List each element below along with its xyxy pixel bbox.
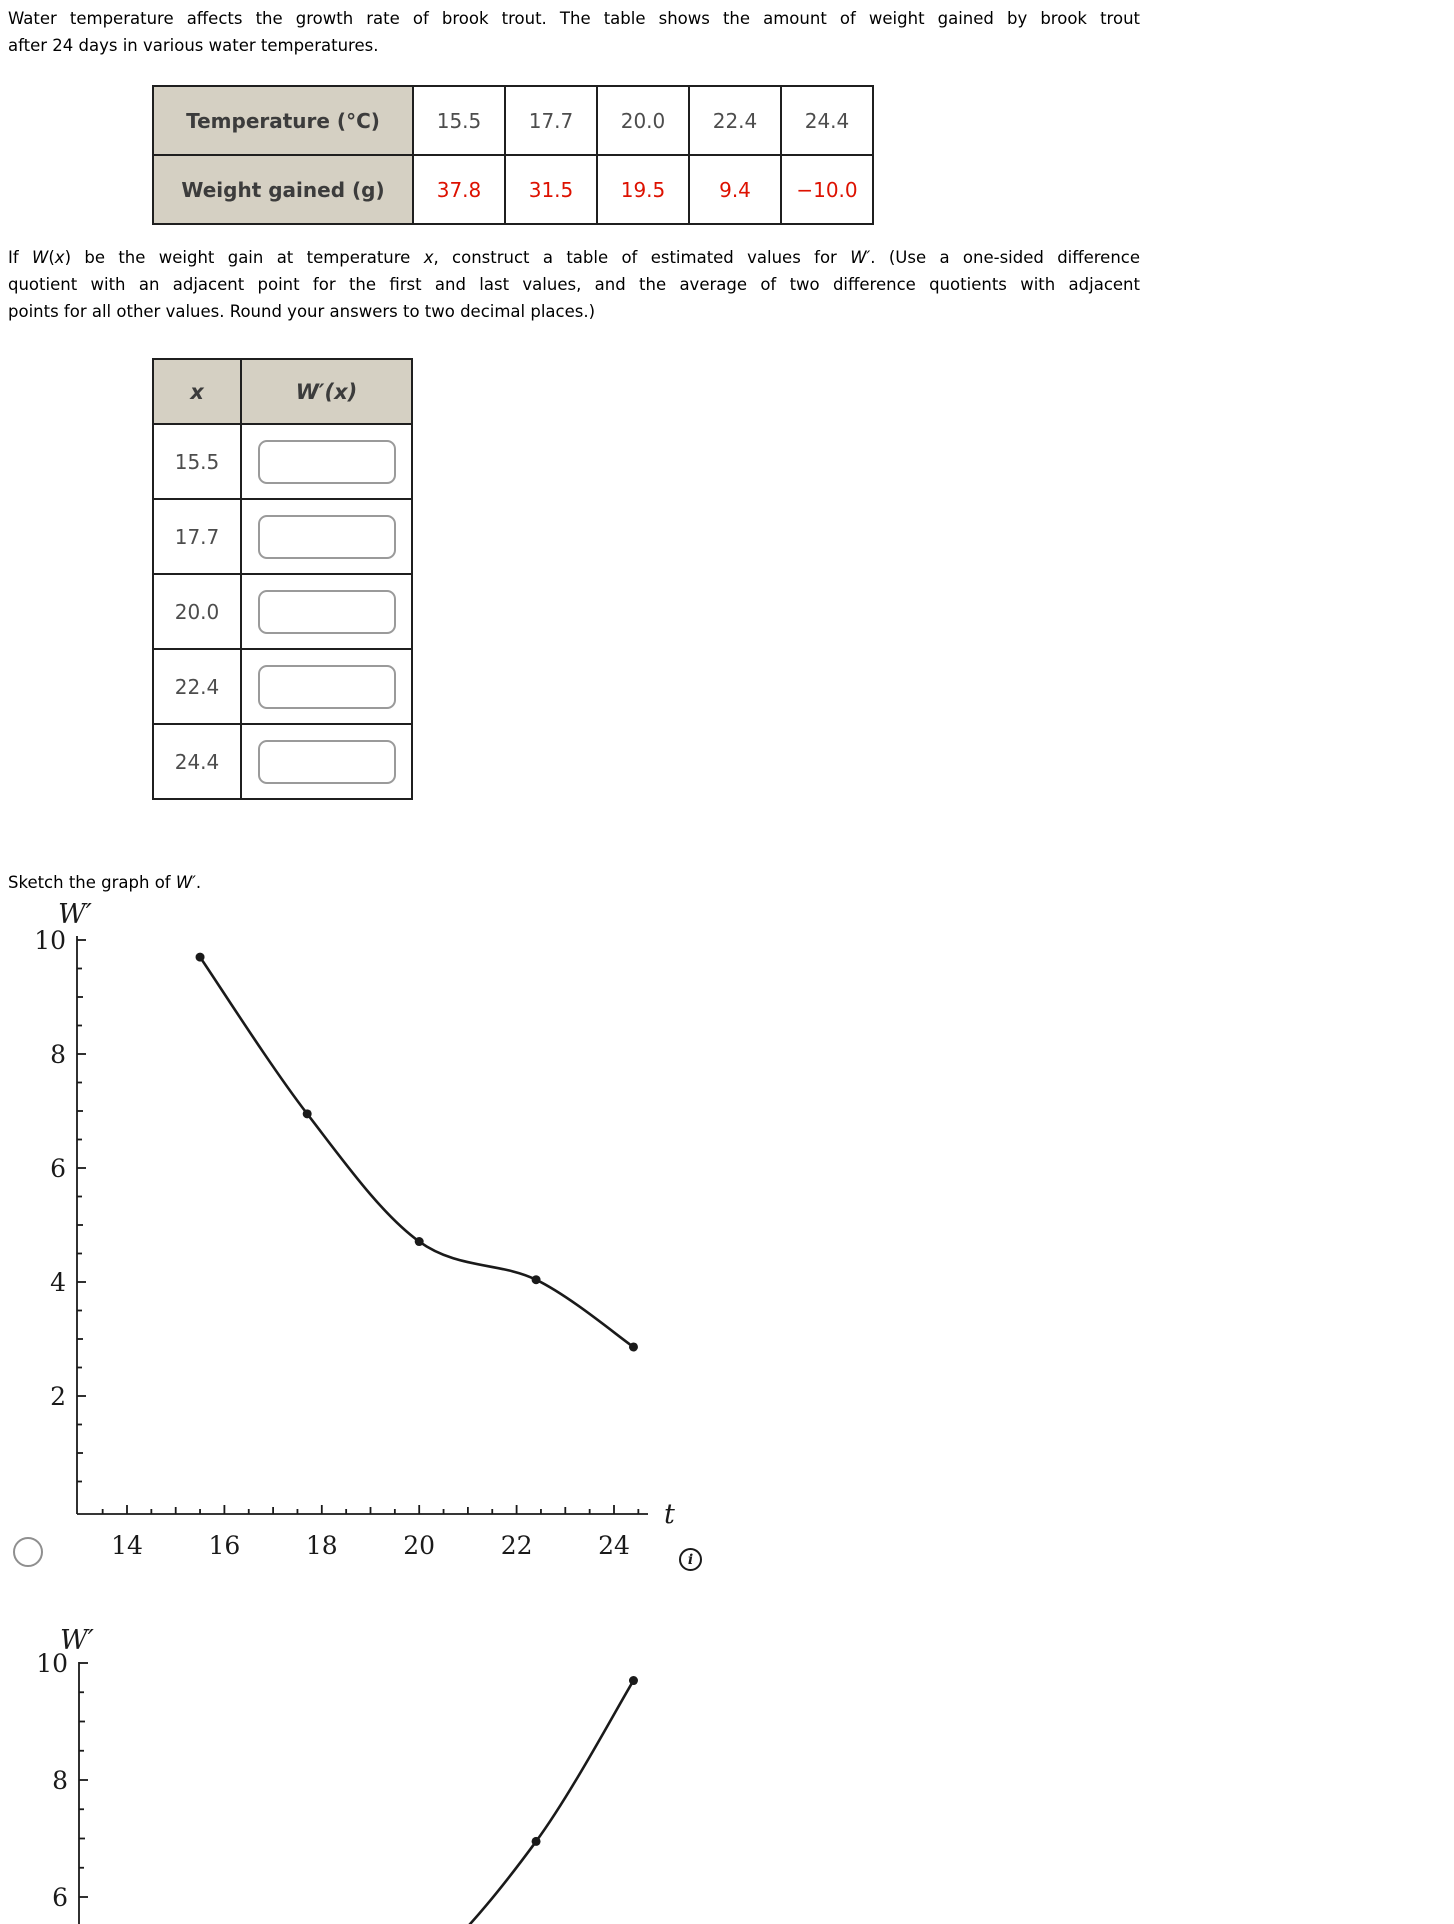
instruction-text: ) be the weight gain at temperature [64, 248, 424, 267]
x-value-cell: 15.5 [153, 424, 241, 499]
wprime-input-17-7[interactable] [258, 515, 396, 559]
instruction-math: x [423, 248, 434, 267]
svg-text:10: 10 [36, 1649, 68, 1678]
info-icon[interactable] [679, 1548, 702, 1571]
weight-value: 9.4 [689, 155, 781, 224]
svg-text:22: 22 [500, 1531, 533, 1560]
svg-text:20: 20 [403, 1531, 436, 1560]
sketch-instruction [8, 869, 1140, 896]
weight-row [153, 155, 873, 224]
wprime-input-20-0[interactable] [258, 590, 396, 634]
svg-text:18: 18 [305, 1531, 338, 1560]
input-cell [241, 499, 412, 574]
weight-value: −10.0 [781, 155, 873, 224]
instruction-line-3 [8, 298, 1140, 325]
svg-text:2: 2 [50, 1382, 66, 1411]
instruction-text: , construct a table of estimated values for [433, 248, 851, 267]
temperature-value: 24.4 [781, 86, 873, 155]
svg-text:t: t [664, 1499, 675, 1530]
wprime-input-24-4[interactable] [258, 740, 396, 784]
x-value-cell: 24.4 [153, 724, 241, 799]
intro-line-2 [8, 32, 1140, 59]
input-cell [241, 424, 412, 499]
sketch-instruction-line [8, 869, 1140, 896]
temperature-row-header: Temperature (°C) [153, 86, 413, 155]
wprime-input-15-5[interactable] [258, 440, 396, 484]
temperature-value: 20.0 [597, 86, 689, 155]
wprime-table-row [153, 499, 412, 574]
wprime-table-row [153, 724, 412, 799]
instruction-text: points for all other values. Round your answers to two decimal places.) [8, 302, 596, 321]
instruction-text: ( [48, 248, 55, 267]
weight-value: 37.8 [413, 155, 505, 224]
temperature-value: 15.5 [413, 86, 505, 155]
instruction-line-1 [8, 244, 1140, 271]
x-value-cell: 20.0 [153, 574, 241, 649]
sketch-text: . [195, 873, 202, 892]
svg-text:6: 6 [50, 1154, 66, 1183]
data-table [152, 85, 874, 225]
weight-row-header: Weight gained (g) [153, 155, 413, 224]
svg-text:4: 4 [50, 1268, 66, 1297]
wprime-table-header-row [153, 359, 412, 424]
svg-text:8: 8 [52, 1766, 68, 1795]
svg-text:6: 6 [52, 1883, 68, 1912]
wprime-answer-table [152, 358, 413, 800]
weight-value: 31.5 [505, 155, 597, 224]
info-icon-glyph: i [687, 1551, 694, 1568]
weight-value: 19.5 [597, 155, 689, 224]
instruction-math: W′ [850, 248, 871, 267]
x-value-cell: 22.4 [153, 649, 241, 724]
svg-text:14: 14 [111, 1531, 143, 1560]
wprime-table-row [153, 649, 412, 724]
sketch-text: Sketch the graph of [8, 873, 176, 892]
svg-text:16: 16 [208, 1531, 241, 1560]
svg-text:W′: W′ [60, 1625, 94, 1656]
intro-line-2-text: after 24 days in various water temperatures. [8, 36, 379, 55]
answer-choice-radio[interactable] [13, 1537, 43, 1567]
wprime-table-x-header: x [153, 359, 241, 424]
intro-line-1-text: Water temperature affects the growth rate of brook trout. The table shows the amount of weight gained by brook trout [8, 9, 1140, 28]
wprime-table-row [153, 424, 412, 499]
intro-line-1 [8, 5, 1140, 32]
instruction-math: W [32, 248, 49, 267]
temperature-value: 17.7 [505, 86, 597, 155]
instruction-paragraph [8, 244, 1140, 325]
wprime-table-row [153, 574, 412, 649]
wprime-input-22-4[interactable] [258, 665, 396, 709]
temperature-row [153, 86, 873, 155]
instruction-text: quotient with an adjacent point for the first and last values, and the average of two difference quotients with adjacent [8, 275, 1140, 294]
temperature-value: 22.4 [689, 86, 781, 155]
svg-text:24: 24 [598, 1531, 630, 1560]
svg-text:W′: W′ [58, 899, 92, 930]
answer-graph-1 [0, 895, 720, 1590]
wprime-table-wx-header: W′(x) [241, 359, 412, 424]
answer-graph-2 [0, 1620, 720, 1924]
instruction-text: . (Use a one-sided difference [870, 248, 1141, 267]
instruction-text: If [8, 248, 33, 267]
x-value-cell: 17.7 [153, 499, 241, 574]
input-cell [241, 724, 412, 799]
instruction-math: x [54, 248, 65, 267]
intro-paragraph [8, 5, 1140, 59]
instruction-line-2 [8, 271, 1140, 298]
input-cell [241, 649, 412, 724]
sketch-math: W′ [175, 873, 196, 892]
svg-text:10: 10 [34, 926, 66, 955]
input-cell [241, 574, 412, 649]
svg-text:8: 8 [50, 1040, 66, 1069]
